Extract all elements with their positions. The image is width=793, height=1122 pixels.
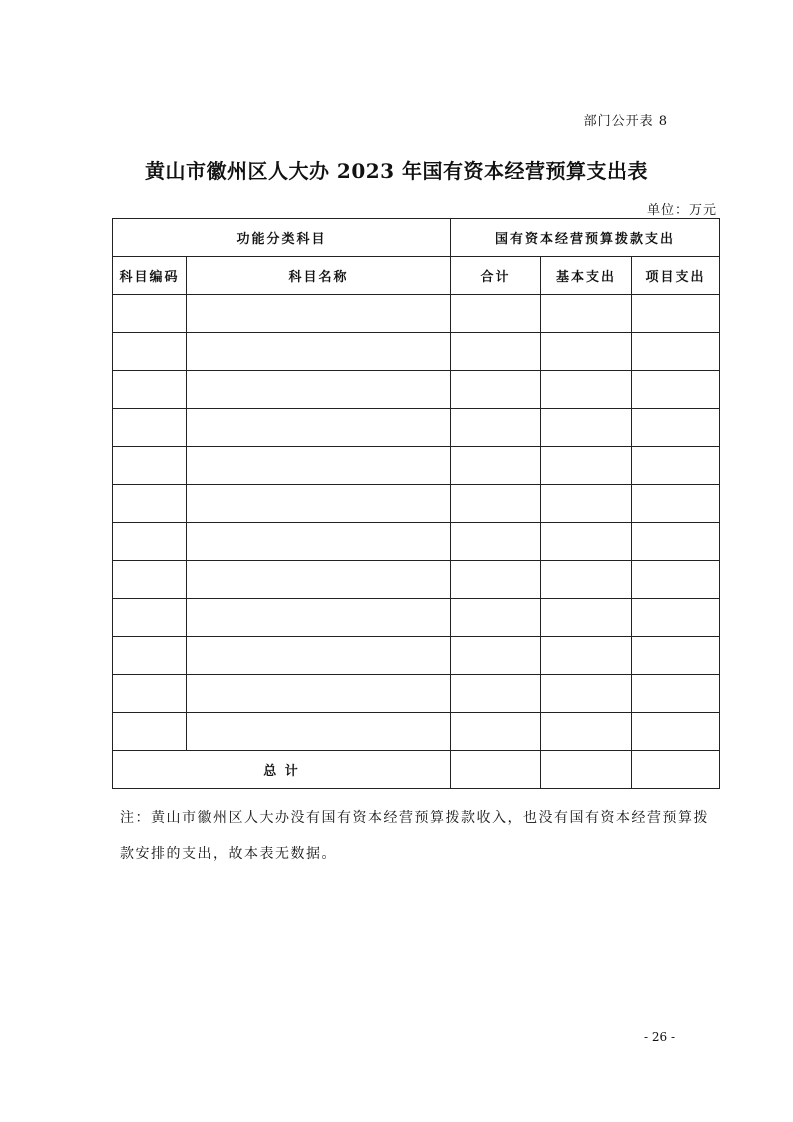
cell-subject-name: [187, 371, 451, 409]
group-header-function-category: 功能分类科目: [113, 219, 451, 257]
total-label: 总 计: [113, 751, 451, 789]
table-row: [113, 409, 720, 447]
table-row: [113, 333, 720, 371]
cell-subject-name: [187, 637, 451, 675]
column-header-subject-name: 科目名称: [187, 257, 451, 295]
cell-subject-code: [113, 599, 187, 637]
table-row: [113, 637, 720, 675]
cell-basic: [541, 485, 632, 523]
group-header-state-capital-expenditure: 国有资本经营预算拨款支出: [451, 219, 720, 257]
cell-subject-code: [113, 447, 187, 485]
table-row: [113, 371, 720, 409]
cell-basic: [541, 409, 632, 447]
cell-subject-code: [113, 637, 187, 675]
cell-subject-name: [187, 599, 451, 637]
cell-project: [632, 523, 720, 561]
table-group-header-row: [113, 219, 720, 257]
cell-subject-name: [187, 485, 451, 523]
table-row: [113, 713, 720, 751]
cell-project: [632, 409, 720, 447]
page-title: 黄山市徽州区人大办 2023 年国有资本经营预算支出表: [144, 159, 649, 183]
cell-subject-code: [113, 675, 187, 713]
cell-project: [632, 295, 720, 333]
cell-basic: [541, 523, 632, 561]
cell-subject-code: [113, 713, 187, 751]
total-cell-basic: [541, 751, 632, 789]
cell-subject-code: [113, 523, 187, 561]
total-cell-project: [632, 751, 720, 789]
cell-subject-name: [187, 333, 451, 371]
table-column-header-row: [113, 257, 720, 295]
cell-total: [451, 485, 541, 523]
cell-subject-code: [113, 409, 187, 447]
cell-subject-name: [187, 409, 451, 447]
table-row: [113, 295, 720, 333]
cell-total: [451, 523, 541, 561]
table-row: [113, 599, 720, 637]
column-header-subject-code: 科目编码: [113, 257, 187, 295]
cell-subject-name: [187, 675, 451, 713]
cell-basic: [541, 637, 632, 675]
cell-basic: [541, 599, 632, 637]
cell-subject-code: [113, 561, 187, 599]
cell-project: [632, 637, 720, 675]
cell-basic: [541, 561, 632, 599]
table-note: 注：黄山市徽州区人大办没有国有资本经营预算拨款收入，也没有国有资本经营预算拨款安排的支出，故本表无数据。: [120, 810, 709, 862]
cell-subject-name: [187, 523, 451, 561]
cell-project: [632, 599, 720, 637]
table-row: [113, 675, 720, 713]
cell-total: [451, 561, 541, 599]
cell-subject-name: [187, 295, 451, 333]
cell-project: [632, 485, 720, 523]
cell-total: [451, 409, 541, 447]
cell-total: [451, 599, 541, 637]
table-row: [113, 523, 720, 561]
cell-subject-code: [113, 371, 187, 409]
cell-project: [632, 447, 720, 485]
cell-project: [632, 675, 720, 713]
cell-subject-code: [113, 485, 187, 523]
cell-subject-name: [187, 447, 451, 485]
cell-total: [451, 371, 541, 409]
cell-total: [451, 713, 541, 751]
page-number: - 26 -: [643, 1030, 675, 1044]
column-header-total: 合计: [451, 257, 541, 295]
cell-basic: [541, 447, 632, 485]
table-body: [113, 219, 720, 789]
cell-total: [451, 333, 541, 371]
cell-project: [632, 713, 720, 751]
cell-basic: [541, 371, 632, 409]
table-row: [113, 561, 720, 599]
cell-project: [632, 333, 720, 371]
cell-total: [451, 447, 541, 485]
cell-basic: [541, 713, 632, 751]
cell-project: [632, 371, 720, 409]
column-header-basic-expenditure: 基本支出: [541, 257, 632, 295]
cell-basic: [541, 295, 632, 333]
cell-subject-code: [113, 295, 187, 333]
cell-total: [451, 637, 541, 675]
table-tag: 部门公开表 8: [583, 114, 668, 129]
cell-basic: [541, 675, 632, 713]
table-row: [113, 485, 720, 523]
cell-project: [632, 561, 720, 599]
cell-subject-name: [187, 713, 451, 751]
table-row: [113, 447, 720, 485]
budget-table: [112, 218, 720, 789]
column-header-project-expenditure: 项目支出: [632, 257, 720, 295]
cell-basic: [541, 333, 632, 371]
total-cell-total: [451, 751, 541, 789]
cell-total: [451, 295, 541, 333]
cell-total: [451, 675, 541, 713]
unit-label: 单位：万元: [646, 203, 717, 218]
cell-subject-code: [113, 333, 187, 371]
cell-subject-name: [187, 561, 451, 599]
table-total-row: [113, 751, 720, 789]
